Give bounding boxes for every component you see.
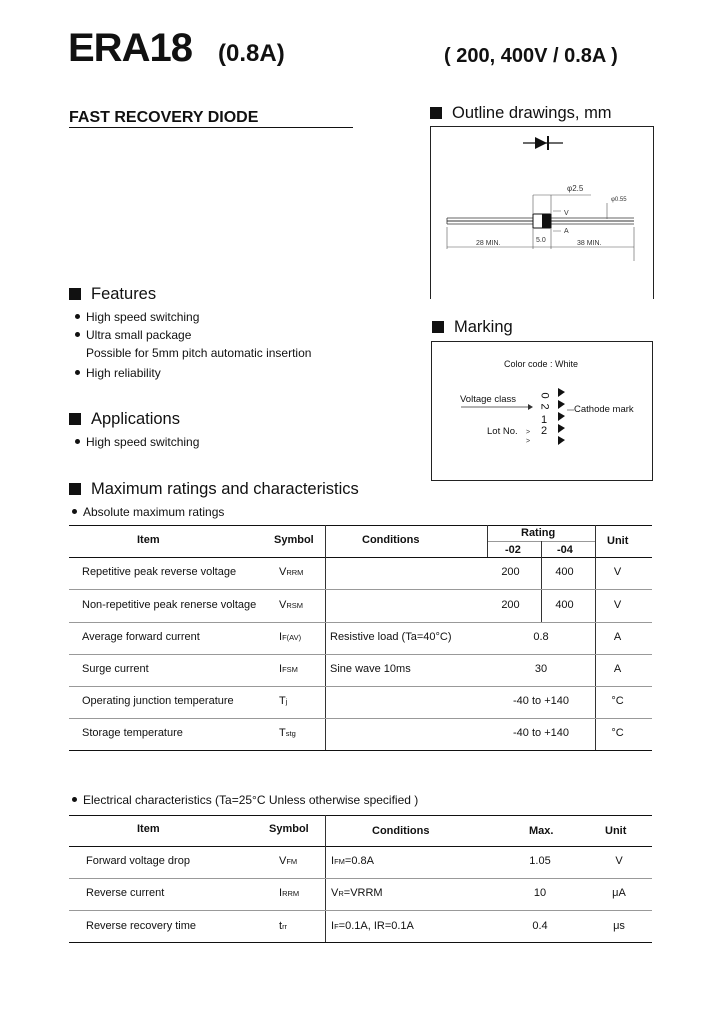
row-rating-04: 400 xyxy=(555,566,574,578)
header-conditions: Conditions xyxy=(362,534,420,546)
max-ratings-heading: Maximum ratings and characteristics xyxy=(69,480,359,499)
row-divider xyxy=(69,910,652,911)
row-symbol: Tstg xyxy=(279,727,296,739)
row-unit: μA xyxy=(612,887,626,899)
applications-heading: Applications xyxy=(69,410,180,429)
bullet-dot-icon xyxy=(75,332,80,337)
square-bullet-icon xyxy=(69,288,81,300)
row-symbol: VRRM xyxy=(279,566,304,578)
row-symbol: VRSM xyxy=(279,599,304,611)
bullet-dot-icon xyxy=(75,314,80,319)
voltage-class-label: Voltage class xyxy=(460,394,516,405)
row-symbol: IRRM xyxy=(279,887,300,899)
features-heading: Features xyxy=(69,285,156,304)
abs-max-subheading: Absolute maximum ratings xyxy=(72,505,224,519)
row-divider xyxy=(69,589,652,590)
abs-max-table xyxy=(69,525,652,751)
header-max: Max. xyxy=(529,825,554,837)
dim-left: 28 MIN. xyxy=(476,240,501,247)
row-rating-02: 200 xyxy=(501,566,520,578)
row-rating-02: 200 xyxy=(501,599,520,611)
row-unit: A xyxy=(613,631,622,643)
row-rating: 30 xyxy=(534,663,548,675)
marking-box xyxy=(431,341,653,481)
outline-drawing xyxy=(431,127,653,299)
bullet-dot-icon xyxy=(72,509,77,514)
row-conditions: IFM=0.8A xyxy=(331,855,374,867)
outline-heading: Outline drawings, mm xyxy=(430,104,612,123)
diode-symbol-icon xyxy=(523,136,563,150)
row-item: Reverse current xyxy=(86,887,165,899)
electrical-heading: Electrical characteristics (Ta=25°C Unless otherwise specified ) xyxy=(72,793,418,807)
bullet-dot-icon xyxy=(72,797,77,802)
row-rating: -40 to +140 xyxy=(513,695,569,707)
row-symbol: Tj xyxy=(279,695,288,707)
marking-heading: Marking xyxy=(432,318,513,337)
row-unit: V xyxy=(615,855,623,867)
row-symbol: VFM xyxy=(279,855,298,867)
feature-item: Possible for 5mm pitch automatic insertion xyxy=(86,346,312,360)
row-conditions: IF=0.1A, IR=0.1A xyxy=(331,920,414,932)
bullet-dot-icon xyxy=(75,370,80,375)
row-symbol: IFSM xyxy=(279,663,298,675)
row-item: Average forward current xyxy=(82,631,200,643)
electrical-table xyxy=(69,815,652,943)
label-v: V xyxy=(564,210,569,217)
row-item: Surge current xyxy=(82,663,149,675)
row-unit: V xyxy=(613,566,622,578)
dim-right: 38 MIN. xyxy=(577,240,602,247)
square-bullet-icon xyxy=(69,413,81,425)
row-rating: 0.8 xyxy=(533,631,549,643)
marking-chars: 0 2 1 2 xyxy=(538,392,551,437)
header-unit: Unit xyxy=(607,535,629,547)
header-item: Item xyxy=(137,823,160,835)
row-divider xyxy=(69,878,652,879)
row-unit: V xyxy=(613,599,622,611)
color-code: Color code : White xyxy=(504,359,579,369)
header-unit: Unit xyxy=(605,825,627,837)
square-bullet-icon xyxy=(432,321,444,333)
row-max: 1.05 xyxy=(529,855,551,867)
row-item: Non-repetitive peak renerse voltage xyxy=(82,599,257,611)
square-bullet-icon xyxy=(430,107,442,119)
svg-text:>: > xyxy=(526,438,531,445)
row-unit: A xyxy=(613,663,622,675)
row-item: Forward voltage drop xyxy=(86,855,190,867)
row-divider xyxy=(69,718,652,719)
header-rating: Rating xyxy=(521,527,556,539)
part-number: ERA18 xyxy=(68,26,192,70)
dim-lead: φ0.55 xyxy=(611,197,627,203)
feature-item: High speed switching xyxy=(75,310,199,324)
rating-summary: ( 200, 400V / 0.8A ) xyxy=(444,45,618,67)
row-symbol: IF(AV) xyxy=(279,631,302,643)
subtitle-underline xyxy=(69,127,353,128)
header-rating-02: -02 xyxy=(505,544,521,556)
row-divider xyxy=(69,686,652,687)
row-unit: °C xyxy=(611,727,624,739)
row-divider xyxy=(69,622,652,623)
row-symbol: trr xyxy=(279,920,288,932)
row-item: Repetitive peak reverse voltage xyxy=(82,566,237,578)
label-a: A xyxy=(564,228,569,235)
header-symbol: Symbol xyxy=(269,823,309,835)
row-item: Operating junction temperature xyxy=(82,695,234,707)
row-conditions: Resistive load (Ta=40°C) xyxy=(330,631,452,643)
row-unit: °C xyxy=(611,695,624,707)
row-item: Reverse recovery time xyxy=(86,920,197,932)
current-rating: (0.8A) xyxy=(218,40,285,67)
header-conditions: Conditions xyxy=(372,825,430,837)
square-bullet-icon xyxy=(69,483,81,495)
dim-body: 5.0 xyxy=(536,237,546,244)
dim-diameter: φ2.5 xyxy=(567,184,584,193)
header-item: Item xyxy=(137,534,160,546)
row-item: Storage temperature xyxy=(82,727,183,739)
row-divider xyxy=(69,654,652,655)
outline-drawing-box xyxy=(430,126,654,299)
lot-no-label: Lot No. xyxy=(487,426,518,437)
row-conditions: VR=VRRM xyxy=(331,887,383,899)
bullet-dot-icon xyxy=(75,439,80,444)
cathode-mark-label: Cathode mark xyxy=(574,404,634,415)
header-rating-04: -04 xyxy=(557,544,573,556)
row-rating-04: 400 xyxy=(555,599,574,611)
row-unit: μs xyxy=(613,920,625,932)
row-conditions: Sine wave 10ms xyxy=(330,663,411,675)
header-symbol: Symbol xyxy=(274,534,314,546)
application-item: High speed switching xyxy=(75,435,199,449)
feature-item: Ultra small package xyxy=(75,328,191,342)
row-max: 10 xyxy=(533,887,547,899)
svg-text:>: > xyxy=(526,429,531,436)
feature-item: High reliability xyxy=(75,366,161,380)
device-type: FAST RECOVERY DIODE xyxy=(69,109,259,126)
row-max: 0.4 xyxy=(532,920,548,932)
row-rating: -40 to +140 xyxy=(513,727,569,739)
